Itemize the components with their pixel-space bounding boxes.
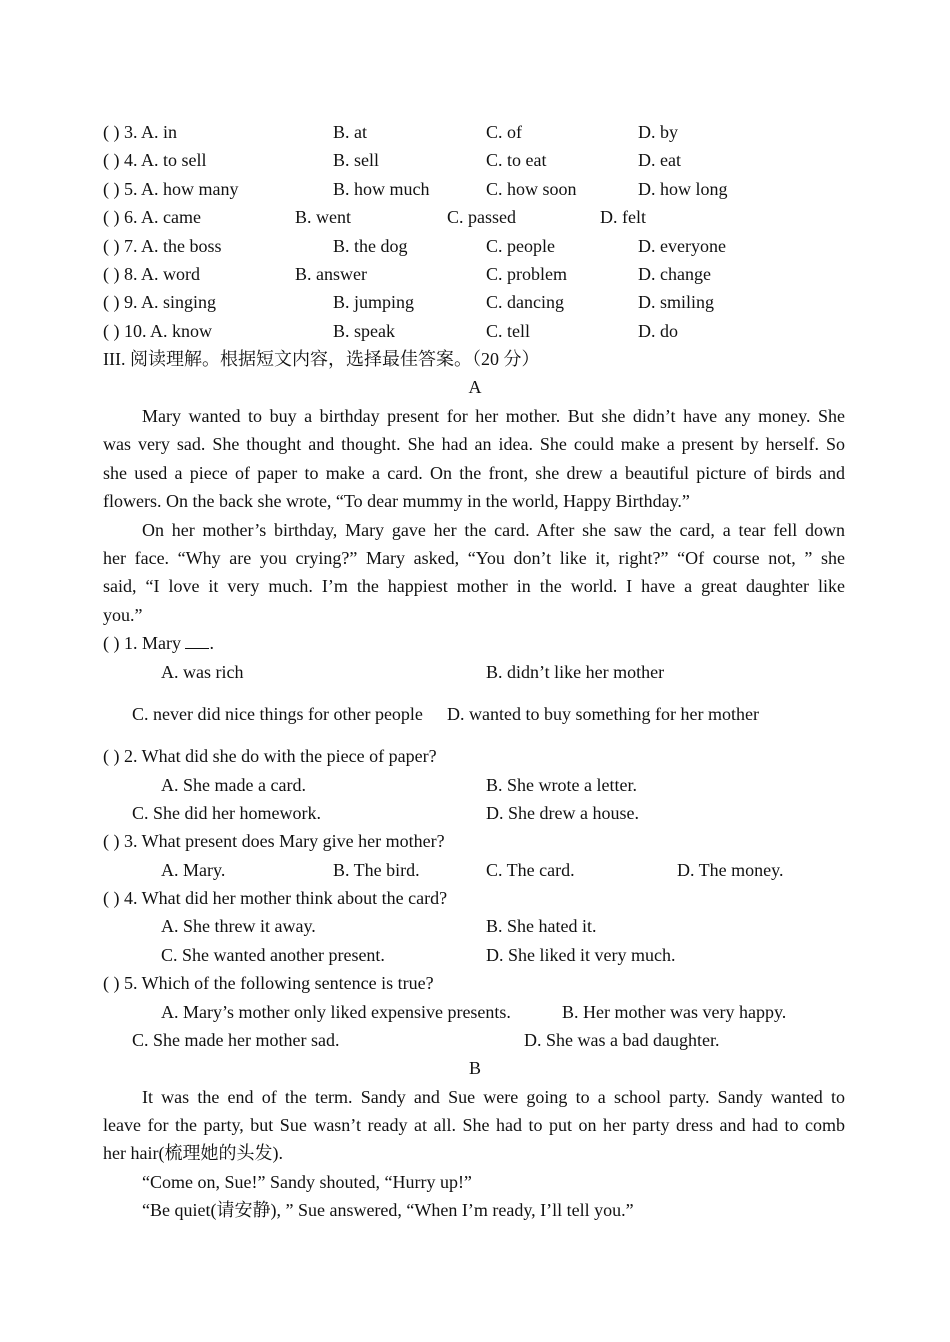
option-d: D. wanted to buy something for her mother — [447, 704, 759, 724]
cloze-option-b: B. the dog — [333, 236, 408, 256]
cloze-stem: ( ) 8. A. word — [103, 264, 200, 284]
cloze-stem: ( ) 5. A. how many — [103, 179, 239, 199]
passage-b-paragraph-3: “Be quiet(请安静), ” Sue answered, “When I’m ready, I’ll tell you.” — [142, 1200, 634, 1220]
cloze-option-b: B. jumping — [333, 292, 415, 312]
cloze-stem: ( ) 4. A. to sell — [103, 150, 207, 170]
passage-line: said, “I love it very much. I’m the happiest mother in the world. I have a great daughter like — [103, 576, 845, 596]
cloze-option-d: D. how long — [638, 179, 728, 199]
cloze-option-c: C. how soon — [486, 179, 577, 199]
cloze-stem: ( ) 10. A. know — [103, 321, 212, 341]
option-c: C. never did nice things for other people — [132, 704, 423, 724]
option-c: C. The card. — [486, 860, 575, 880]
question-stem-pre: ( ) 1. Mary — [103, 633, 181, 653]
question-stem: ( ) 4. What did her mother think about the card? — [103, 888, 448, 908]
cloze-option-d: D. by — [638, 122, 678, 142]
passage-b-paragraph-2: “Come on, Sue!” Sandy shouted, “Hurry up!” — [142, 1172, 472, 1192]
passage-line: leave for the party, but Sue wasn’t ready at all. She had to put on her party dress and had to comb — [103, 1115, 845, 1135]
passage-line: It was the end of the term. Sandy and Sue were going to a school party. Sandy wanted to — [142, 1087, 845, 1107]
cloze-option-d: D. do — [638, 321, 678, 341]
cloze-option-b: B. went — [295, 207, 351, 227]
cloze-option-c: C. passed — [447, 207, 516, 227]
passage-line: you.” — [103, 605, 143, 625]
cloze-option-c: C. tell — [486, 321, 530, 341]
passage-b-label: B — [468, 1058, 481, 1078]
option-a: A. Mary. — [161, 860, 226, 880]
passage-line: was very sad. She thought and thought. She had an idea. She could make a present by herself. So — [103, 434, 845, 454]
option-a: A. Mary’s mother only liked expensive presents. — [161, 1002, 511, 1022]
cloze-option-d: D. eat — [638, 150, 681, 170]
cloze-option-c: C. dancing — [486, 292, 564, 312]
option-d: D. She liked it very much. — [486, 945, 676, 965]
cloze-option-d: D. smiling — [638, 292, 715, 312]
section-heading: III. 阅读理解。根据短文内容，选择最佳答案。（20 分） — [103, 349, 540, 369]
passage-a-label: A — [468, 377, 482, 397]
passage-line: flowers. On the back she wrote, “To dear mummy in the world, Happy Birthday.” — [103, 491, 690, 511]
option-c: C. She made her mother sad. — [132, 1030, 340, 1050]
cloze-stem: ( ) 6. A. came — [103, 207, 201, 227]
option-a: A. was rich — [161, 662, 244, 682]
cloze-option-b: B. answer — [295, 264, 367, 284]
cloze-option-d: D. change — [638, 264, 711, 284]
option-b: B. Her mother was very happy. — [562, 1002, 787, 1022]
passage-line: On her mother’s birthday, Mary gave her the card. After she saw the card, a tear fell down — [142, 520, 845, 540]
option-b: B. didn’t like her mother — [486, 662, 665, 682]
option-d: D. She was a bad daughter. — [524, 1030, 720, 1050]
option-b: B. She hated it. — [486, 916, 597, 936]
passage-line: her hair(梳理她的头发). — [103, 1143, 283, 1163]
option-c: C. She wanted another present. — [161, 945, 385, 965]
cloze-option-d: D. felt — [600, 207, 646, 227]
question-stem-post: . — [209, 633, 214, 653]
option-a: A. She threw it away. — [161, 916, 316, 936]
passage-line: Mary wanted to buy a birthday present for her mother. But she didn’t have any money. She — [142, 406, 845, 426]
passage-line: her face. “Why are you crying?” Mary asked, “You don’t like it, right?” “Of course not, ” she — [103, 548, 845, 568]
cloze-option-d: D. everyone — [638, 236, 726, 256]
option-d: D. The money. — [677, 860, 784, 880]
question-stem — [103, 633, 214, 653]
option-d: D. She drew a house. — [486, 803, 639, 823]
option-b: B. She wrote a letter. — [486, 775, 637, 795]
cloze-option-b: B. how much — [333, 179, 430, 199]
option-a: A. She made a card. — [161, 775, 306, 795]
option-b: B. The bird. — [333, 860, 420, 880]
cloze-option-c: C. problem — [486, 264, 567, 284]
cloze-option-b: B. speak — [333, 321, 395, 341]
question-stem: ( ) 3. What present does Mary give her mother? — [103, 831, 445, 851]
passage-line: she used a piece of paper to make a card. On the front, she drew a beautiful picture of birds and — [103, 463, 845, 483]
question-stem: ( ) 2. What did she do with the piece of paper? — [103, 746, 437, 766]
answer-blank — [185, 634, 209, 649]
question-stem: ( ) 5. Which of the following sentence is true? — [103, 973, 434, 993]
cloze-option-c: C. of — [486, 122, 522, 142]
cloze-option-b: B. sell — [333, 150, 380, 170]
cloze-stem: ( ) 3. A. in — [103, 122, 177, 142]
cloze-option-b: B. at — [333, 122, 367, 142]
cloze-stem: ( ) 7. A. the boss — [103, 236, 222, 256]
option-c: C. She did her homework. — [132, 803, 321, 823]
cloze-option-c: C. people — [486, 236, 555, 256]
cloze-stem: ( ) 9. A. singing — [103, 292, 217, 312]
cloze-option-c: C. to eat — [486, 150, 547, 170]
